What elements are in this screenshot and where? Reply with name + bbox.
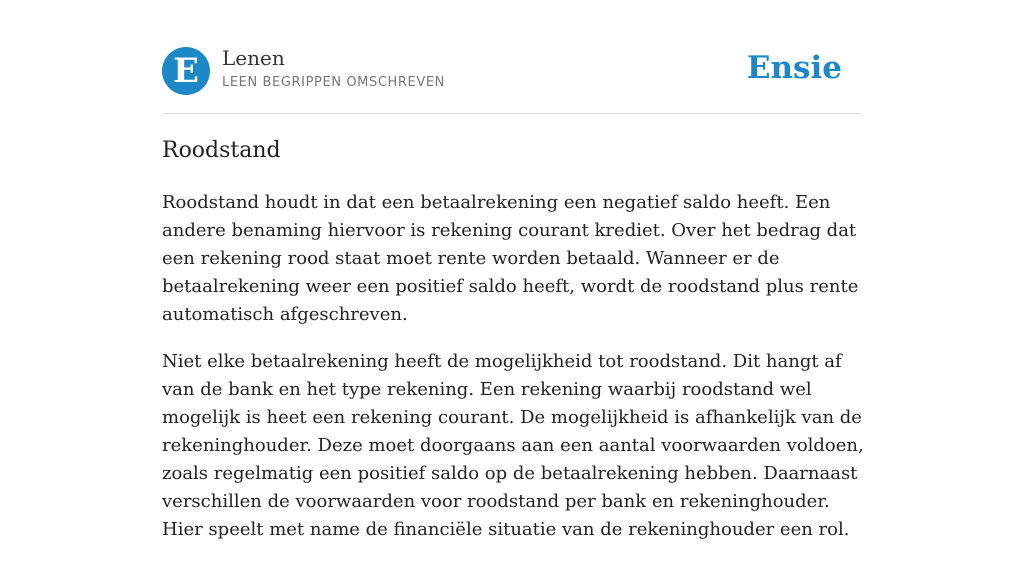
article-paragraph: Roodstand houdt in dat een betaalrekening een negatief saldo heeft. Een andere benaming hiervoor is rekening courant krediet. Over het bedrag dat een rekening rood staat moet rente worden betaald. Wanneer er de betaalrekening weer een positief saldo heeft, wordt de roodstand plus rente automatisch afgeschreven.	[162, 192, 859, 325]
article-title: Roodstand	[162, 138, 281, 163]
header-divider	[162, 113, 862, 114]
article-paragraph: Niet elke betaalrekening heeft de mogelijkheid tot roodstand. Dit hangt af van de bank en het type rekening. Een rekening waarbij roodstand wel mogelijk is heet een rekening courant. De mogelijkheid is afhankelijk van de rekeninghouder. Deze moet doorgaans aan een aantal voorwaarden voldoen, zoals regelmatig een positief saldo op de betaalrekening hebben. Daarnaast verschillen de voorwaarden voor roodstand per bank en rekeninghouder. Hier speelt met name de financiële situatie van de rekeninghouder een rol.	[162, 351, 864, 540]
article-body	[162, 189, 864, 563]
site-header	[162, 46, 862, 96]
category-subtitle: LEEN BEGRIPPEN OMSCHREVEN	[222, 75, 445, 90]
category-title[interactable]: Lenen	[222, 46, 285, 70]
ensie-logo-icon[interactable]: E	[162, 47, 210, 95]
brand-logo[interactable]: Ensie	[746, 50, 842, 86]
